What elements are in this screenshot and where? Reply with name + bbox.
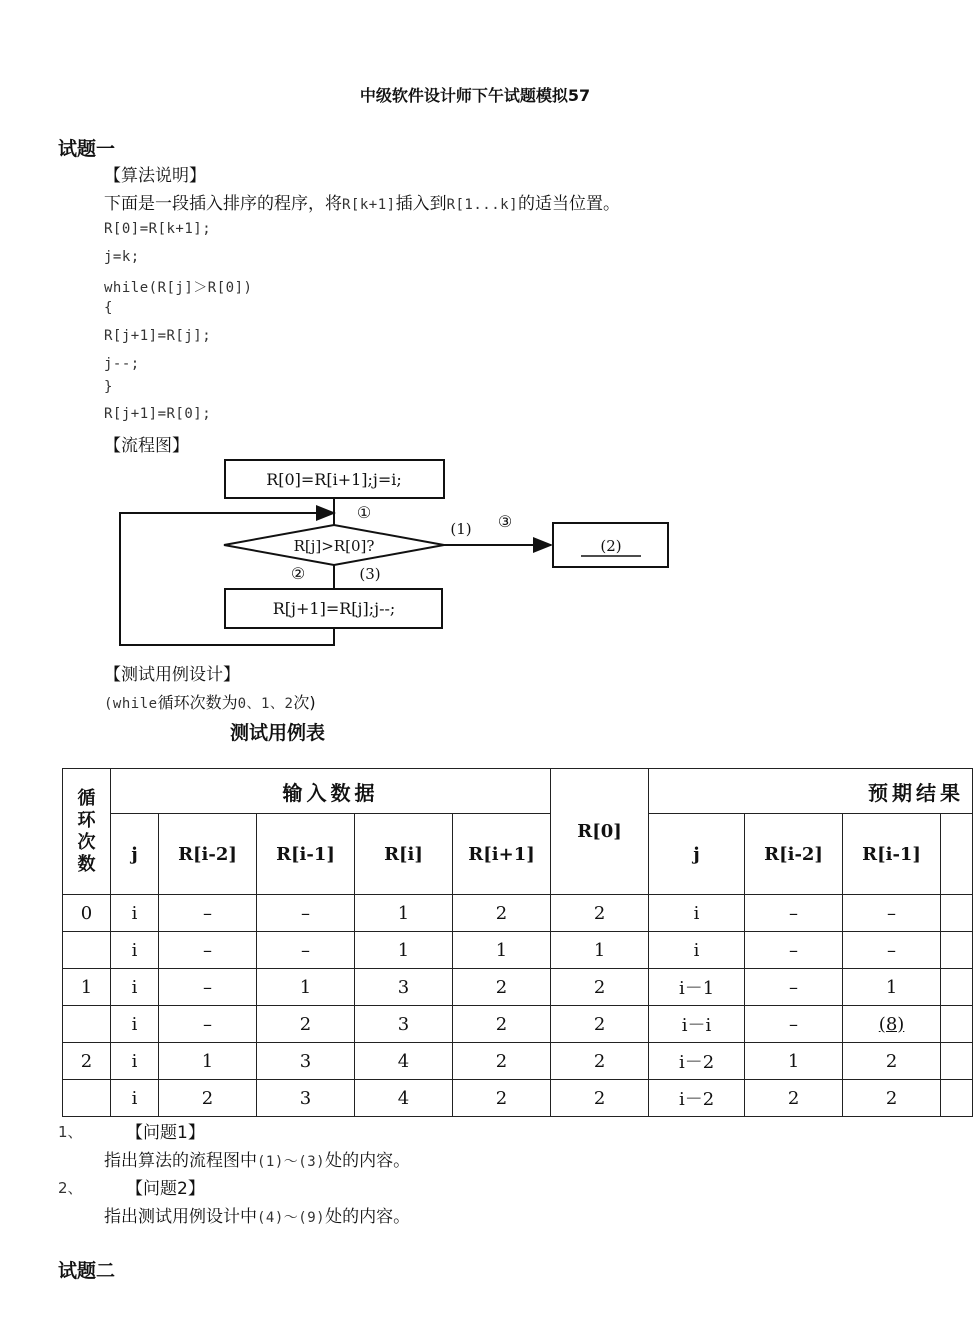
cell: i－2 bbox=[649, 1080, 745, 1117]
cell: 2 bbox=[745, 1080, 843, 1117]
col-loop-count: 循环次数 bbox=[63, 769, 111, 895]
cell: – bbox=[745, 1006, 843, 1043]
code-line: while(R[j]＞R[0]) bbox=[104, 280, 253, 296]
code-line: j=k; bbox=[104, 249, 140, 265]
table-row bbox=[63, 1080, 973, 1117]
code-line: } bbox=[104, 379, 113, 395]
blank-1: (1) bbox=[450, 520, 472, 538]
cell bbox=[63, 1080, 111, 1117]
cell: i－1 bbox=[649, 969, 745, 1006]
cell-blank-8: (8) bbox=[843, 1006, 941, 1043]
code-line: R[j+1]=R[0]; bbox=[104, 406, 212, 422]
cell: 2 bbox=[551, 1080, 649, 1117]
cell: 1 bbox=[63, 969, 111, 1006]
cell: 1 bbox=[745, 1043, 843, 1080]
cell: 2 bbox=[551, 1043, 649, 1080]
init-box-label: R[0]=R[i+1];j=i; bbox=[266, 470, 402, 489]
cell: 3 bbox=[355, 969, 453, 1006]
cell: – bbox=[159, 1006, 257, 1043]
col-r0: R[0] bbox=[551, 769, 649, 895]
cell: 1 bbox=[551, 932, 649, 969]
cell: 0 bbox=[63, 895, 111, 932]
cell: – bbox=[257, 895, 355, 932]
question-1-text bbox=[104, 1146, 410, 1171]
cell: 2 bbox=[453, 1080, 551, 1117]
cell: 2 bbox=[551, 1006, 649, 1043]
table-row bbox=[63, 895, 973, 932]
test-note-code: 0、1、2 bbox=[237, 696, 294, 712]
cell: 2 bbox=[257, 1006, 355, 1043]
question-text: 指出测试用例设计中 bbox=[104, 1207, 257, 1227]
marker-circle-3: ③ bbox=[497, 512, 513, 531]
question-text: 处的内容。 bbox=[325, 1151, 411, 1171]
blank-2: (2) bbox=[600, 537, 622, 555]
cell: 2 bbox=[843, 1080, 941, 1117]
test-case-table bbox=[62, 768, 973, 1117]
cell-cropped bbox=[941, 932, 973, 969]
cell: 2 bbox=[453, 1043, 551, 1080]
cell: 2 bbox=[63, 1043, 111, 1080]
cell: 1 bbox=[355, 932, 453, 969]
col-header: R[i-1] bbox=[843, 814, 941, 895]
question-2-number: 2、 bbox=[58, 1179, 83, 1197]
cell: – bbox=[745, 969, 843, 1006]
cell: – bbox=[745, 895, 843, 932]
cell: i－i bbox=[649, 1006, 745, 1043]
cell: i bbox=[111, 932, 159, 969]
cell: i bbox=[649, 932, 745, 969]
group-expected: 预期结果 bbox=[649, 769, 973, 814]
cell: 2 bbox=[453, 895, 551, 932]
cell: 3 bbox=[257, 1043, 355, 1080]
question-text: 处的内容。 bbox=[325, 1207, 411, 1227]
cell: 1 bbox=[355, 895, 453, 932]
marker-circle-2: ② bbox=[290, 564, 306, 583]
question-text: 指出算法的流程图中 bbox=[104, 1151, 257, 1171]
flow-heading: 【流程图】 bbox=[104, 436, 189, 456]
table-row bbox=[63, 969, 973, 1006]
cell: 1 bbox=[843, 969, 941, 1006]
cell-cropped bbox=[941, 969, 973, 1006]
cell: i bbox=[111, 895, 159, 932]
table-row bbox=[63, 1006, 973, 1043]
cell: i bbox=[111, 1043, 159, 1080]
question-1-label: 【问题1】 bbox=[126, 1123, 205, 1143]
cell: 2 bbox=[551, 895, 649, 932]
test-note-text: 循环次数为 bbox=[157, 693, 238, 712]
question-2-text bbox=[104, 1202, 410, 1227]
cell: 2 bbox=[551, 969, 649, 1006]
cell-cropped bbox=[941, 1006, 973, 1043]
col-header: R[i-2] bbox=[745, 814, 843, 895]
algo-desc-text: 下面是一段插入排序的程序，将 bbox=[104, 194, 342, 214]
algo-description bbox=[104, 189, 620, 214]
cell bbox=[63, 1006, 111, 1043]
section-2-title: 试题二 bbox=[58, 1260, 116, 1282]
cell: 2 bbox=[453, 1006, 551, 1043]
cell: i bbox=[111, 1006, 159, 1043]
code-line: { bbox=[104, 300, 113, 316]
cell: i bbox=[111, 1080, 159, 1117]
cell: – bbox=[159, 932, 257, 969]
cell: i bbox=[111, 969, 159, 1006]
cell: 4 bbox=[355, 1043, 453, 1080]
code-line: R[0]=R[k+1]; bbox=[104, 221, 212, 237]
test-note bbox=[104, 690, 316, 713]
cell-cropped bbox=[941, 895, 973, 932]
section-1-title: 试题一 bbox=[58, 138, 116, 160]
cell: 1 bbox=[257, 969, 355, 1006]
col-header: R[i+1] bbox=[453, 814, 551, 895]
algo-heading: 【算法说明】 bbox=[104, 166, 206, 186]
question-code: (1)～(3) bbox=[257, 1154, 326, 1170]
group-input-data: 输入数据 bbox=[111, 769, 551, 814]
cell: i－2 bbox=[649, 1043, 745, 1080]
cell: i bbox=[649, 895, 745, 932]
algo-desc-code: R[k+1] bbox=[342, 197, 396, 213]
table-row bbox=[63, 932, 973, 969]
test-heading: 【测试用例设计】 bbox=[104, 665, 240, 685]
cell: 1 bbox=[159, 1043, 257, 1080]
cell: – bbox=[843, 932, 941, 969]
cell: 3 bbox=[257, 1080, 355, 1117]
col-header: R[i-2] bbox=[159, 814, 257, 895]
cell-cropped bbox=[941, 1043, 973, 1080]
swap-box-label: R[j+1]=R[j];j--; bbox=[272, 599, 396, 618]
table-row bbox=[63, 1043, 973, 1080]
cell: – bbox=[159, 895, 257, 932]
question-code: (4)～(9) bbox=[257, 1210, 326, 1226]
question-2-label: 【问题2】 bbox=[126, 1179, 205, 1199]
cell: 1 bbox=[453, 932, 551, 969]
col-header-cropped bbox=[941, 814, 973, 895]
table-title: 测试用例表 bbox=[230, 722, 326, 744]
cell bbox=[63, 932, 111, 969]
test-note-text: 次) bbox=[293, 693, 316, 712]
col-header: R[i-1] bbox=[257, 814, 355, 895]
code-line: j--; bbox=[104, 356, 140, 372]
algo-desc-text: 插入到 bbox=[395, 194, 447, 214]
decision-label: R[j]>R[0]? bbox=[293, 537, 375, 555]
cell: – bbox=[159, 969, 257, 1006]
cell: – bbox=[843, 895, 941, 932]
blank-3: (3) bbox=[359, 565, 381, 583]
col-header: R[i] bbox=[355, 814, 453, 895]
cell: – bbox=[745, 932, 843, 969]
col-header: j bbox=[649, 814, 745, 895]
cell: 2 bbox=[159, 1080, 257, 1117]
question-1-number: 1、 bbox=[58, 1123, 83, 1141]
cell: 4 bbox=[355, 1080, 453, 1117]
page-title: 中级软件设计师下午试题模拟57 bbox=[359, 86, 591, 105]
cell: – bbox=[257, 932, 355, 969]
col-header: j bbox=[111, 814, 159, 895]
algo-desc-code: R[1...k] bbox=[446, 197, 519, 213]
flowchart bbox=[114, 455, 674, 655]
cell: 2 bbox=[453, 969, 551, 1006]
cell: 3 bbox=[355, 1006, 453, 1043]
test-note-code: (while bbox=[104, 696, 158, 712]
code-line: R[j+1]=R[j]; bbox=[104, 328, 212, 344]
marker-circle-1: ① bbox=[356, 503, 372, 522]
cell: 2 bbox=[843, 1043, 941, 1080]
cell-cropped bbox=[941, 1080, 973, 1117]
algo-desc-text: 的适当位置。 bbox=[518, 194, 621, 214]
